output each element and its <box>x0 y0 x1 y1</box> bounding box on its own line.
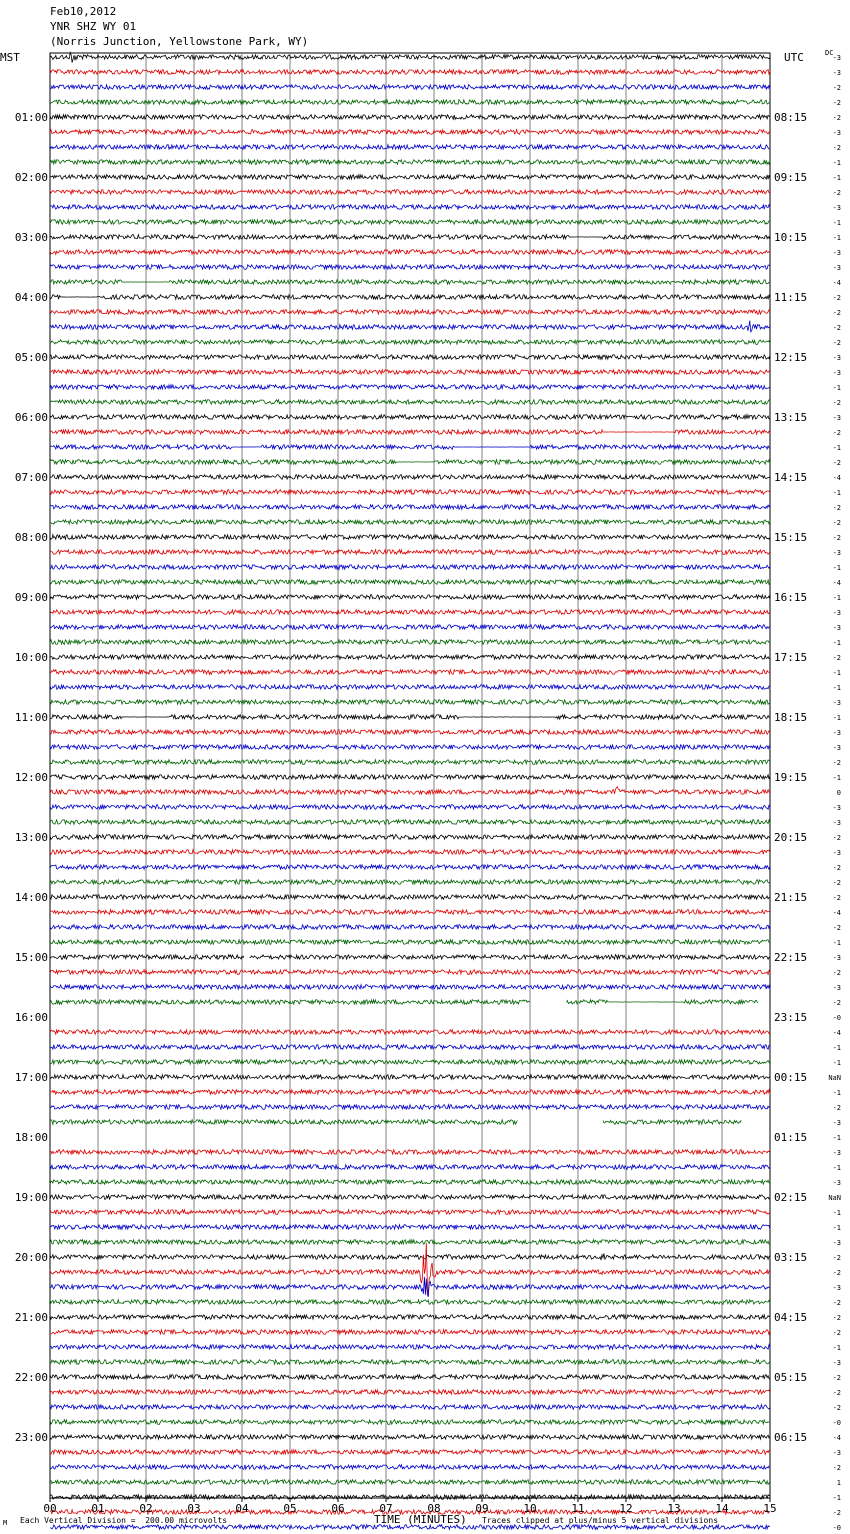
seismic-trace-row <box>50 280 770 285</box>
seismic-trace-row <box>50 160 770 165</box>
hour-label-left: 06:00 <box>14 411 48 424</box>
dc-offset-value: -3 <box>832 1284 841 1292</box>
dc-offset-value: -2 <box>832 114 841 122</box>
dc-offset-value: -3 <box>832 69 841 77</box>
dc-offset-value: NaN <box>828 1194 841 1202</box>
plot-frame <box>50 53 770 1498</box>
hour-label-left: 15:00 <box>14 951 48 964</box>
x-tick-label: 03 <box>187 1502 201 1515</box>
dc-offset-value: NaN <box>828 1074 841 1082</box>
hour-label-right: 14:15 <box>774 471 808 484</box>
dc-offset-value: -0 <box>832 1014 841 1022</box>
seismic-trace-row <box>50 715 770 720</box>
seismic-trace-row <box>50 1465 770 1470</box>
seismic-trace-row <box>50 490 770 495</box>
dc-offset-value: -2 <box>832 294 841 302</box>
seismic-trace-row <box>50 1060 770 1065</box>
dc-offset-value: -3 <box>832 819 841 827</box>
hour-label-right: 01:15 <box>774 1131 808 1144</box>
seismic-trace-row <box>50 145 770 150</box>
dc-offset-value: -2 <box>832 459 841 467</box>
seismic-trace-row <box>50 475 770 480</box>
timezone-left-label: MST <box>0 51 20 64</box>
seismic-trace-row <box>50 1120 741 1125</box>
hour-label-right: 09:15 <box>774 171 808 184</box>
dc-offset-value: -2 <box>832 864 841 872</box>
hour-label-right: 22:15 <box>774 951 808 964</box>
seismic-trace-row <box>50 85 770 90</box>
seismic-trace-row <box>50 1240 770 1245</box>
x-tick-label: 13 <box>667 1502 681 1515</box>
dc-offset-value: -3 <box>832 624 841 632</box>
dc-offset-value: -2 <box>832 969 841 977</box>
seismic-trace-row <box>50 730 770 735</box>
seismic-trace-row <box>50 1435 770 1440</box>
hour-label-right: 16:15 <box>774 591 808 604</box>
dc-offset-value: -3 <box>832 1449 841 1457</box>
dc-offset-value: -1 <box>832 384 841 392</box>
seismic-trace-row <box>50 310 770 315</box>
seismic-trace-row <box>50 190 770 195</box>
x-tick-label: 06 <box>331 1502 345 1515</box>
dc-offset-value: -2 <box>832 894 841 902</box>
seismic-trace-row <box>50 1277 770 1297</box>
seismic-trace-row <box>50 850 770 855</box>
dc-offset-value: -2 <box>832 1104 841 1112</box>
dc-offset-header: DC <box>825 49 834 57</box>
dc-offset-value: -3 <box>832 804 841 812</box>
hour-label-left: 20:00 <box>14 1251 48 1264</box>
seismic-trace-row <box>50 820 770 825</box>
dc-offset-value: -2 <box>832 324 841 332</box>
chart-station: YNR SHZ WY 01 <box>50 20 137 33</box>
seismic-trace-row <box>50 940 770 945</box>
hour-label-left: 07:00 <box>14 471 48 484</box>
seismic-trace-row <box>50 595 770 600</box>
seismic-trace-row <box>50 1345 770 1350</box>
dc-offset-value: -1 <box>832 684 841 692</box>
seismic-trace-row <box>50 955 770 960</box>
dc-offset-value: -3 <box>832 1179 841 1187</box>
seismic-trace-row <box>50 1090 770 1095</box>
seismic-trace-row <box>50 1075 770 1080</box>
hour-label-left: 16:00 <box>14 1011 48 1024</box>
dc-offset-value: -2 <box>832 759 841 767</box>
dc-offset-value: -1 <box>832 939 841 947</box>
x-tick-label: 10 <box>523 1502 537 1515</box>
corner-mark: M <box>3 1519 8 1527</box>
hour-label-left: 17:00 <box>14 1071 48 1084</box>
seismic-trace-row <box>50 1210 770 1215</box>
seismic-trace-row <box>50 205 770 210</box>
dc-offset-value: -1 <box>832 159 841 167</box>
dc-offset-value: -3 <box>832 954 841 962</box>
seismic-trace-row <box>50 625 770 630</box>
hour-label-right: 20:15 <box>774 831 808 844</box>
seismic-trace-row <box>50 1150 770 1155</box>
dc-offset-value: -4 <box>832 1029 841 1037</box>
dc-offset-value: -2 <box>832 399 841 407</box>
dc-offset-value: -1 <box>832 444 841 452</box>
dc-offset-value: -2 <box>832 339 841 347</box>
seismic-trace-row <box>50 760 770 765</box>
seismic-trace-row <box>50 745 770 750</box>
chart-location: (Norris Junction, Yellowstone Park, WY) <box>50 35 309 48</box>
hour-label-left: 14:00 <box>14 891 48 904</box>
hour-label-right: 21:15 <box>774 891 808 904</box>
seismic-trace-row <box>50 805 770 810</box>
seismic-trace-row <box>50 1330 770 1335</box>
seismic-trace-row <box>50 175 770 180</box>
seismic-trace-row <box>50 1360 770 1365</box>
hour-label-left: 03:00 <box>14 231 48 244</box>
seismic-trace-row <box>50 370 770 375</box>
dc-offset-value: -1 <box>832 1224 841 1232</box>
dc-offset-value: -1 <box>832 489 841 497</box>
clip-note: Traces clipped at plus/minus 5 vertical divisions <box>482 1516 719 1525</box>
dc-offset-value: -1 <box>832 1164 841 1172</box>
seismic-trace-row <box>50 535 770 540</box>
seismic-trace-row <box>50 1375 770 1380</box>
dc-offset-value: -2 <box>832 1374 841 1382</box>
hour-label-right: 04:15 <box>774 1311 808 1324</box>
hour-label-left: 13:00 <box>14 831 48 844</box>
dc-offset-value: -2 <box>832 189 841 197</box>
hour-label-left: 02:00 <box>14 171 48 184</box>
dc-offset-value: -3 <box>832 369 841 377</box>
seismic-trace-row <box>50 910 770 915</box>
seismic-trace-row <box>50 1045 770 1050</box>
hour-label-left: 18:00 <box>14 1131 48 1144</box>
hour-label-left: 22:00 <box>14 1371 48 1384</box>
x-tick-label: 04 <box>235 1502 249 1515</box>
timezone-right-label: UTC <box>784 51 804 64</box>
dc-offset-value: -3 <box>832 744 841 752</box>
dc-offset-value: -3 <box>832 609 841 617</box>
seismic-trace-row <box>50 1253 770 1260</box>
seismic-trace-row <box>50 865 770 870</box>
dc-offset-value: -3 <box>832 729 841 737</box>
seismic-trace-row <box>50 295 770 300</box>
dc-offset-value: -3 <box>832 549 841 557</box>
dc-offset-value: 0 <box>836 789 841 797</box>
seismic-trace-row <box>50 775 770 780</box>
dc-offset-value: -2 <box>832 1329 841 1337</box>
dc-offset-value: -0 <box>832 1419 841 1427</box>
dc-offset-value: -1 <box>832 1089 841 1097</box>
x-tick-label: 02 <box>139 1502 153 1515</box>
x-tick-label: 00 <box>43 1502 57 1515</box>
seismic-trace-row <box>50 1195 770 1200</box>
hour-label-left: 23:00 <box>14 1431 48 1444</box>
seismic-trace-row <box>50 880 770 885</box>
seismic-trace-row <box>50 445 770 450</box>
seismic-trace-row <box>50 610 770 615</box>
seismic-trace-row <box>50 430 770 435</box>
dc-offset-value: -3 <box>832 699 841 707</box>
seismic-trace-row <box>50 1225 770 1230</box>
dc-offset-value: -2 <box>832 519 841 527</box>
hour-label-left: 11:00 <box>14 711 48 724</box>
seismic-trace-row <box>50 220 770 225</box>
seismic-trace-row <box>50 415 770 420</box>
seismic-trace-row <box>50 265 770 270</box>
dc-offset-value: -2 <box>832 1254 841 1262</box>
seismic-trace-row <box>50 1315 770 1320</box>
dc-offset-value: -1 <box>832 219 841 227</box>
dc-offset-value: -3 <box>832 984 841 992</box>
hour-label-left: 04:00 <box>14 291 48 304</box>
x-tick-label: 14 <box>715 1502 729 1515</box>
dc-offset-value: -1 <box>832 594 841 602</box>
seismic-trace-row <box>50 235 770 240</box>
dc-offset-value: -3 <box>832 1239 841 1247</box>
dc-offset-value: -3 <box>832 1149 841 1157</box>
seismic-trace-row <box>50 985 770 990</box>
hour-label-right: 08:15 <box>774 111 808 124</box>
hour-label-left: 12:00 <box>14 771 48 784</box>
seismic-trace-row <box>50 670 770 675</box>
dc-offset-value: -3 <box>832 129 841 137</box>
seismic-trace-row <box>50 1495 770 1500</box>
dc-offset-value: -3 <box>832 204 841 212</box>
hour-label-right: 15:15 <box>774 531 808 544</box>
seismic-trace-row <box>50 250 770 255</box>
seismic-trace-row <box>50 580 770 585</box>
seismic-trace-row <box>50 895 770 900</box>
hour-label-left: 10:00 <box>14 651 48 664</box>
x-tick-label: 05 <box>283 1502 297 1515</box>
dc-offset-value: -1 <box>832 774 841 782</box>
dc-offset-value: -2 <box>832 1509 841 1517</box>
seismic-trace-row <box>50 1480 770 1485</box>
hour-label-right: 18:15 <box>774 711 808 724</box>
dc-offset-value: -4 <box>832 474 841 482</box>
seismic-trace-row <box>50 565 770 570</box>
hour-label-left: 19:00 <box>14 1191 48 1204</box>
dc-offset-value: -3 <box>832 1359 841 1367</box>
hour-label-left: 05:00 <box>14 351 48 364</box>
dc-offset-value: -3 <box>832 1119 841 1127</box>
hour-label-left: 09:00 <box>14 591 48 604</box>
dc-offset-value: -3 <box>832 414 841 422</box>
dc-offset-value: -1 <box>832 1344 841 1352</box>
seismic-trace-row <box>50 1105 770 1110</box>
x-axis-title: TIME (MINUTES) <box>374 1513 467 1526</box>
hour-label-right: 00:15 <box>774 1071 808 1084</box>
seismic-trace-row <box>50 460 770 465</box>
x-tick-label: 01 <box>91 1502 105 1515</box>
seismic-trace-row <box>50 640 770 645</box>
x-tick-label: 07 <box>379 1502 393 1515</box>
seismic-trace-row <box>50 835 770 840</box>
hour-label-right: 19:15 <box>774 771 808 784</box>
dc-offset-value: -2 <box>832 1269 841 1277</box>
dc-offset-value: 1 <box>836 1479 841 1487</box>
hour-label-right: 03:15 <box>774 1251 808 1264</box>
hour-label-right: 06:15 <box>774 1431 808 1444</box>
x-tick-label: 12 <box>619 1502 633 1515</box>
dc-offset-value: -2 <box>832 504 841 512</box>
hour-label-right: 02:15 <box>774 1191 808 1204</box>
dc-offset-value: -1 <box>832 1044 841 1052</box>
dc-offset-value: -1 <box>832 1494 841 1502</box>
scale-note: Each Vertical Division = 200.00 microvolts <box>20 1516 228 1525</box>
dc-offset-value: -1 <box>832 669 841 677</box>
dc-offset-value: -2 <box>832 999 841 1007</box>
seismic-trace-row <box>50 550 770 555</box>
dc-offset-value: -2 <box>832 99 841 107</box>
dc-offset-value: -3 <box>832 849 841 857</box>
dc-offset-value: -2 <box>832 1314 841 1322</box>
x-tick-label: 11 <box>571 1502 585 1515</box>
seismic-trace-row <box>50 1405 770 1410</box>
dc-offset-value: -2 <box>832 924 841 932</box>
dc-offset-value: -0 <box>832 1524 841 1532</box>
hour-label-right: 23:15 <box>774 1011 808 1024</box>
dc-offset-value: -2 <box>832 84 841 92</box>
hour-label-right: 10:15 <box>774 231 808 244</box>
seismic-trace-row <box>50 53 770 63</box>
dc-offset-value: -2 <box>832 429 841 437</box>
hour-label-right: 13:15 <box>774 411 808 424</box>
seismic-trace-row <box>50 520 770 525</box>
seismic-trace-row <box>50 385 770 390</box>
dc-offset-value: -4 <box>832 909 841 917</box>
hour-label-left: 01:00 <box>14 111 48 124</box>
hour-label-left: 21:00 <box>14 1311 48 1324</box>
dc-offset-value: -2 <box>832 1404 841 1412</box>
dc-offset-value: -1 <box>832 1209 841 1217</box>
seismic-trace-row <box>50 115 770 120</box>
seismic-trace-row <box>50 1000 758 1005</box>
dc-offset-value: -1 <box>832 234 841 242</box>
seismic-trace-row <box>50 130 770 135</box>
seismic-trace-row <box>50 1180 770 1185</box>
seismic-trace-row <box>50 1165 770 1170</box>
dc-offset-value: -2 <box>832 834 841 842</box>
dc-offset-value: -1 <box>832 714 841 722</box>
seismic-trace-row <box>50 685 770 690</box>
seismic-trace-row <box>50 1300 770 1305</box>
x-tick-label: 08 <box>427 1502 441 1515</box>
seismic-trace-row <box>50 1450 770 1455</box>
hour-label-right: 17:15 <box>774 651 808 664</box>
hour-label-right: 11:15 <box>774 291 808 304</box>
seismic-trace-row <box>50 340 770 345</box>
seismic-trace-row <box>50 1030 770 1035</box>
seismic-trace-row <box>50 355 770 360</box>
seismic-trace-row <box>50 1420 770 1425</box>
dc-offset-value: -3 <box>832 249 841 257</box>
dc-offset-value: -4 <box>832 579 841 587</box>
hour-label-right: 05:15 <box>774 1371 808 1384</box>
x-tick-label: 15 <box>763 1502 777 1515</box>
dc-offset-value: -2 <box>832 1464 841 1472</box>
hour-label-left: 08:00 <box>14 531 48 544</box>
seismic-trace-row <box>50 700 770 705</box>
dc-offset-value: -2 <box>832 1299 841 1307</box>
chart-date: Feb10,2012 <box>50 5 117 18</box>
seismic-trace-row <box>50 925 770 930</box>
seismic-trace-row <box>50 321 770 332</box>
dc-offset-value: -2 <box>832 144 841 152</box>
dc-offset-value: -2 <box>832 654 841 662</box>
dc-offset-value: -2 <box>832 879 841 887</box>
dc-offset-value: -1 <box>832 174 841 182</box>
dc-offset-value: -4 <box>832 279 841 287</box>
dc-offset-value: -3 <box>832 354 841 362</box>
seismic-trace-row <box>50 70 770 75</box>
dc-offset-value: -2 <box>832 309 841 317</box>
seismic-trace-row <box>50 100 770 105</box>
dc-offset-value: -1 <box>832 1059 841 1067</box>
dc-offset-value: -2 <box>832 534 841 542</box>
hour-label-right: 12:15 <box>774 351 808 364</box>
dc-offset-value: -3 <box>832 54 841 62</box>
dc-offset-value: -2 <box>832 1389 841 1397</box>
seismic-trace-row <box>50 655 770 660</box>
dc-offset-value: -1 <box>832 639 841 647</box>
seismic-trace-row <box>50 1390 770 1395</box>
seismic-trace-row <box>50 505 770 510</box>
dc-offset-value: -4 <box>832 1434 841 1442</box>
seismic-trace-row <box>50 970 770 975</box>
dc-offset-value: -1 <box>832 564 841 572</box>
dc-offset-value: -1 <box>832 1134 841 1142</box>
x-tick-label: 09 <box>475 1502 489 1515</box>
seismic-trace-row <box>50 787 770 795</box>
seismic-trace-row <box>50 400 770 405</box>
dc-offset-value: -3 <box>832 264 841 272</box>
